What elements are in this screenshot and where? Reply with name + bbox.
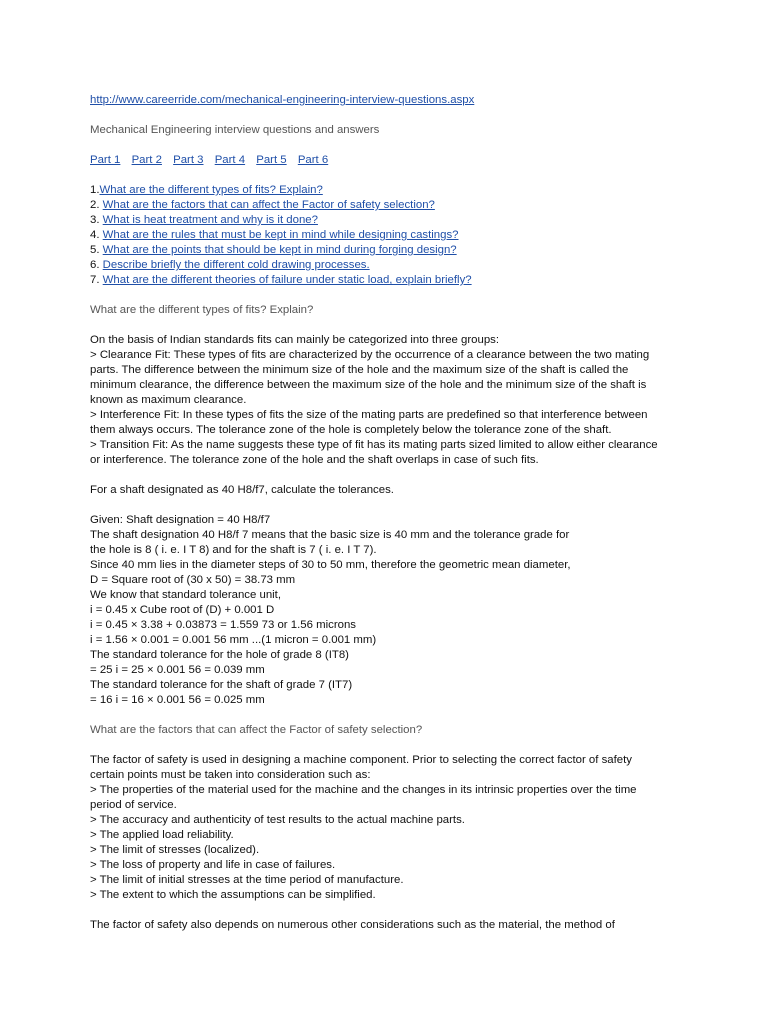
question-link-3[interactable]: What is heat treatment and why is it done? — [102, 214, 318, 226]
answer-line: The factor of safety also depends on numerous other considerations such as the material, the method of — [90, 919, 615, 931]
question-list-item — [90, 183, 750, 198]
answer-line: > The properties of the material used for the machine and the changes in its intrinsic properties over the time — [90, 784, 637, 796]
answer-line: > The accuracy and authenticity of test results to the actual machine parts. — [90, 814, 465, 826]
parts-nav — [90, 153, 750, 168]
part-1-link[interactable]: Part 1 — [90, 154, 121, 166]
solution-line: Given: Shaft designation = 40 H8/f7 — [90, 514, 271, 526]
solution-line: Since 40 mm lies in the diameter steps of 30 to 50 mm, therefore the geometric mean diameter, — [90, 559, 571, 571]
solution-line: The standard tolerance for the hole of grade 8 (IT8) — [90, 649, 349, 661]
part-3-link[interactable]: Part 3 — [173, 154, 204, 166]
solution-block — [90, 513, 750, 708]
solution-line: the hole is 8 ( i. e. I T 8) and for the shaft is 7 ( i. e. I T 7). — [90, 544, 377, 556]
part-4-link[interactable]: Part 4 — [214, 154, 246, 166]
answer-line: > The extent to which the assumptions can be simplified. — [90, 889, 376, 901]
question-1-heading: What are the different types of fits? Explain? — [90, 304, 314, 316]
answer-line: > The limit of stresses (localized). — [90, 844, 260, 856]
question-link-1[interactable]: What are the different types of fits? Explain? — [99, 184, 323, 196]
question-list-item — [90, 243, 750, 258]
answer-line: > The loss of property and life in case of failures. — [90, 859, 336, 871]
answer-line: parts. The difference between the minimum size of the hole and the maximum size of the shaft is called the — [90, 364, 629, 376]
question-number: 4. — [90, 229, 103, 241]
solution-line: D = Square root of (30 x 50) = 38.73 mm — [90, 574, 296, 586]
question-link-4[interactable]: What are the rules that must be kept in mind while designing castings? — [102, 229, 459, 241]
answer-line: > The limit of initial stresses at the time period of manufacture. — [90, 874, 404, 886]
source-url-link[interactable]: http://www.careerride.com/mechanical-engineering-interview-questions.aspx — [90, 94, 475, 106]
question-list — [90, 183, 750, 288]
part-5-link[interactable]: Part 5 — [256, 154, 287, 166]
answer-line: > The applied load reliability. — [90, 829, 234, 841]
question-link-7[interactable]: What are the different theories of failure under static load, explain briefly? — [102, 274, 472, 286]
question-link-5[interactable]: What are the points that should be kept in mind during forging design? — [102, 244, 457, 256]
solution-line: The shaft designation 40 H8/f 7 means that the basic size is 40 mm and the tolerance grade for — [90, 529, 570, 541]
question-2-closing — [90, 918, 750, 933]
answer-line: > Transition Fit: As the name suggests these type of fit has its mating parts sized limited to allow either clearance — [90, 439, 658, 451]
question-list-item — [90, 273, 750, 288]
document-subtitle: Mechanical Engineering interview questions and answers — [90, 124, 380, 136]
answer-line: known as maximum clearance. — [90, 394, 247, 406]
question-list-item — [90, 198, 750, 213]
question-number: 6. — [90, 259, 103, 271]
solution-line: i = 0.45 × 3.38 + 0.03873 = 1.559 73 or 1.56 microns — [90, 619, 356, 631]
question-list-item — [90, 228, 750, 243]
question-2-heading: What are the factors that can affect the Factor of safety selection? — [90, 724, 423, 736]
question-number: 3. — [90, 214, 103, 226]
question-1-answer — [90, 333, 750, 468]
question-link-2[interactable]: What are the factors that can affect the Factor of safety selection? — [102, 199, 435, 211]
answer-line: them always occurs. The tolerance zone of the hole is completely below the tolerance zone of the shaft. — [90, 424, 612, 436]
question-number: 1. — [90, 184, 100, 196]
part-2-link[interactable]: Part 2 — [131, 154, 162, 166]
problem-statement: For a shaft designated as 40 H8/f7, calculate the tolerances. — [90, 484, 394, 496]
question-list-item — [90, 213, 750, 228]
answer-line: or interference. The tolerance zone of the hole and the shaft overlaps in case of such fits. — [90, 454, 539, 466]
question-number: 2. — [90, 199, 103, 211]
answer-line: minimum clearance, the difference between the maximum size of the hole and the minimum size of the shaft is — [90, 379, 647, 391]
solution-line: i = 0.45 x Cube root of (D) + 0.001 D — [90, 604, 275, 616]
document-page — [90, 93, 750, 933]
question-number: 7. — [90, 274, 103, 286]
answer-line: The factor of safety is used in designing a machine component. Prior to selecting the correct factor of safety — [90, 754, 632, 766]
solution-line: = 25 i = 25 × 0.001 56 = 0.039 mm — [90, 664, 265, 676]
question-link-6[interactable]: Describe briefly the different cold drawing processes. — [102, 259, 370, 271]
answer-line: > Interference Fit: In these types of fits the size of the mating parts are predefined so that interference between — [90, 409, 648, 421]
answer-line: On the basis of Indian standards fits can mainly be categorized into three groups: — [90, 334, 500, 346]
answer-line: certain points must be taken into consideration such as: — [90, 769, 371, 781]
solution-line: The standard tolerance for the shaft of grade 7 (IT7) — [90, 679, 353, 691]
solution-line: = 16 i = 16 × 0.001 56 = 0.025 mm — [90, 694, 265, 706]
answer-line: period of service. — [90, 799, 177, 811]
question-list-item — [90, 258, 750, 273]
solution-line: i = 1.56 × 0.001 = 0.001 56 mm ...(1 micron = 0.001 mm) — [90, 634, 377, 646]
question-2-answer — [90, 753, 750, 903]
question-number: 5. — [90, 244, 103, 256]
part-6-link[interactable]: Part 6 — [297, 154, 329, 166]
source-url-line — [90, 93, 750, 108]
solution-line: We know that standard tolerance unit, — [90, 589, 282, 601]
answer-line: > Clearance Fit: These types of fits are characterized by the occurrence of a clearance between the two mating — [90, 349, 650, 361]
